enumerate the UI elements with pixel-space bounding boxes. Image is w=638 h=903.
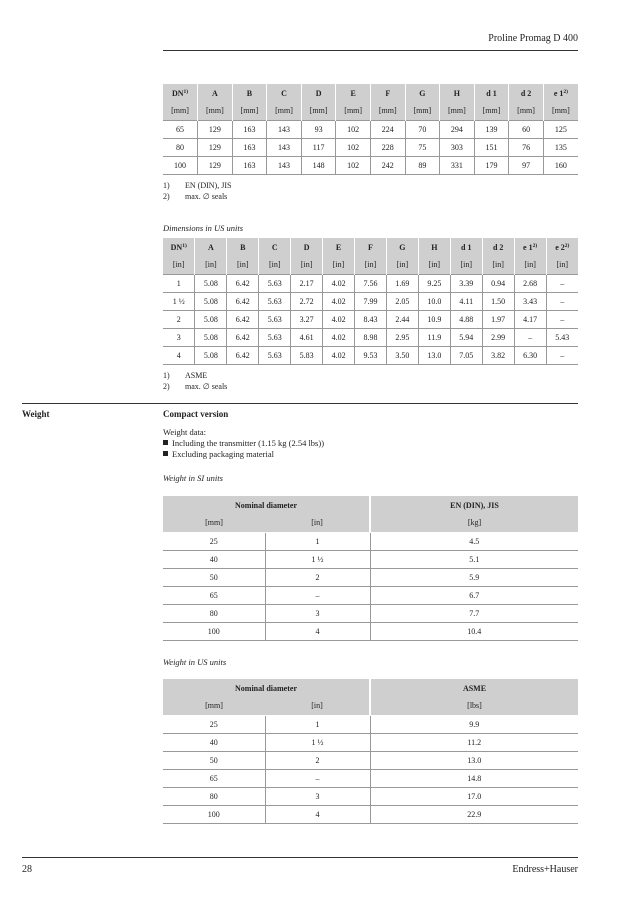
table-cell: 294 <box>440 120 475 138</box>
table-row <box>163 715 578 733</box>
table-cell: 4.02 <box>323 328 355 346</box>
table-cell: 9.25 <box>418 274 450 292</box>
table-row <box>163 751 578 769</box>
table-cell: – <box>546 274 578 292</box>
table-cell: 7.05 <box>450 346 482 364</box>
table-cell: 2 <box>163 310 195 328</box>
table-cell: 8.98 <box>355 328 387 346</box>
si_table-header-cell <box>336 84 371 102</box>
table-row <box>163 120 578 138</box>
table-cell: 89 <box>405 156 440 174</box>
si_table-header-cell <box>509 84 544 102</box>
table-cell: 2.68 <box>514 274 546 292</box>
weight-si-value-header: EN (DIN), JIS <box>370 496 578 514</box>
us_table-header-cell <box>163 238 195 256</box>
table-cell: 160 <box>543 156 578 174</box>
table-cell: 17.0 <box>370 787 578 805</box>
table-cell: 303 <box>440 138 475 156</box>
table-cell: 8.43 <box>355 310 387 328</box>
weight-unit-row <box>163 697 578 715</box>
table-cell: 22.9 <box>370 805 578 823</box>
us_table-header-label: E <box>335 242 342 252</box>
table-cell: 2.99 <box>482 328 514 346</box>
weight-section-rule <box>22 403 578 404</box>
table-cell: 1 <box>163 274 195 292</box>
us-footnote-1: 1) ASME <box>163 371 208 380</box>
si_table-unit-cell: [mm] <box>301 102 336 120</box>
table-cell: – <box>546 346 578 364</box>
table-cell: 2 <box>265 751 370 769</box>
header-rule <box>163 50 578 51</box>
si_table-unit-cell: [mm] <box>232 102 267 120</box>
table-cell: 6.42 <box>227 346 259 364</box>
table-cell: 135 <box>543 138 578 156</box>
us_table-header-cell <box>227 238 259 256</box>
table-cell: 6.42 <box>227 328 259 346</box>
table-cell: 139 <box>474 120 509 138</box>
table-cell: 9.53 <box>355 346 387 364</box>
table-cell: 129 <box>198 138 233 156</box>
table-row <box>163 733 578 751</box>
table-cell: 5.08 <box>195 292 227 310</box>
table-cell: 2.72 <box>291 292 323 310</box>
weight-unit-cell: [mm] <box>163 514 265 532</box>
table-cell: 7.7 <box>370 604 578 622</box>
table-cell: 4.02 <box>323 274 355 292</box>
table-cell: 75 <box>405 138 440 156</box>
table-cell: 14.8 <box>370 769 578 787</box>
table-cell: 40 <box>163 733 265 751</box>
table-cell: 7.99 <box>355 292 387 310</box>
us_table-header-label: d 2 <box>492 242 504 252</box>
table-cell: 6.42 <box>227 292 259 310</box>
si_table-header-label: G <box>419 88 426 98</box>
si_table-header-cell <box>198 84 233 102</box>
si_table-header-label: d 2 <box>520 88 532 98</box>
table-cell: 4.88 <box>450 310 482 328</box>
table-row <box>163 550 578 568</box>
table-cell: 100 <box>163 805 265 823</box>
table-cell: 3 <box>265 604 370 622</box>
table-cell: – <box>546 292 578 310</box>
table-cell: 102 <box>336 156 371 174</box>
table-cell: 163 <box>232 138 267 156</box>
us_table-header-label: e 2 <box>555 242 565 252</box>
si_table-header-cell <box>474 84 509 102</box>
table-cell: 11.2 <box>370 733 578 751</box>
table-cell: 148 <box>301 156 336 174</box>
table-cell: 7.56 <box>355 274 387 292</box>
table-row <box>163 310 578 328</box>
table-cell: 4.17 <box>514 310 546 328</box>
table-cell: 2.44 <box>386 310 418 328</box>
us_table-unit-cell: [in] <box>291 256 323 274</box>
us_table-header-label: G <box>399 242 406 252</box>
table-cell: 4.5 <box>370 532 578 550</box>
table-cell: 2.17 <box>291 274 323 292</box>
table-cell: 2.05 <box>386 292 418 310</box>
us_table-header-cell <box>259 238 291 256</box>
dimensions-si-table <box>163 84 578 175</box>
table-cell: 242 <box>370 156 405 174</box>
table-cell: 10.9 <box>418 310 450 328</box>
us_table-unit-cell: [in] <box>227 256 259 274</box>
si_table-header-cell <box>405 84 440 102</box>
si_table-header-cell <box>370 84 405 102</box>
table-cell: 4.02 <box>323 346 355 364</box>
table-cell: 5.08 <box>195 274 227 292</box>
table-cell: 65 <box>163 586 265 604</box>
table-cell: 4.11 <box>450 292 482 310</box>
si_table-header-label: d 1 <box>486 88 497 98</box>
table-cell: 5.08 <box>195 310 227 328</box>
us-footnote-2: 2) max. ∅ seals <box>163 382 228 391</box>
table-cell: 163 <box>232 156 267 174</box>
table-row <box>163 787 578 805</box>
us_table-header-cell <box>450 238 482 256</box>
table-cell: 5.94 <box>450 328 482 346</box>
weight-us-table <box>163 679 578 824</box>
si_table-unit-cell: [mm] <box>336 102 371 120</box>
us_table-header-label: B <box>240 242 246 252</box>
table-row <box>163 586 578 604</box>
table-cell: 13.0 <box>370 751 578 769</box>
si_table-header-label: F <box>385 88 391 98</box>
table-cell: 5.63 <box>259 292 291 310</box>
si_table-header-label: A <box>211 88 218 98</box>
weight-heading: Compact version <box>163 409 229 419</box>
table-row <box>163 622 578 640</box>
table-cell: 4.02 <box>323 292 355 310</box>
table-cell: 4.61 <box>291 328 323 346</box>
si_table-header-cell <box>301 84 336 102</box>
weight-us-caption: Weight in US units <box>163 657 227 667</box>
table-cell: 163 <box>232 120 267 138</box>
table-cell: 1.50 <box>482 292 514 310</box>
table-cell: 151 <box>474 138 509 156</box>
us_table-unit-cell: [in] <box>163 256 195 274</box>
table-row <box>163 346 578 364</box>
table-cell: 5.63 <box>259 274 291 292</box>
us_table-unit-cell: [in] <box>482 256 514 274</box>
table-cell: 224 <box>370 120 405 138</box>
table-cell: 1 <box>265 532 370 550</box>
table-cell: 3.50 <box>386 346 418 364</box>
header-product: Proline Promag D 400 <box>488 33 578 44</box>
table-cell: 5.08 <box>195 346 227 364</box>
table-cell: 5.08 <box>195 328 227 346</box>
us_table-header-label: D <box>303 242 310 252</box>
si_table-header-cell <box>543 84 578 102</box>
si_table-header-cell <box>440 84 475 102</box>
table-cell: 129 <box>198 156 233 174</box>
us_table-header-cell <box>514 238 546 256</box>
table-cell: 80 <box>163 787 265 805</box>
us_table-header-label: e 1 <box>523 242 533 252</box>
si_table-unit-cell: [mm] <box>405 102 440 120</box>
us_table-header-footnote-ref: 2) <box>564 242 570 249</box>
table-cell: 10.0 <box>418 292 450 310</box>
table-cell: 143 <box>267 156 302 174</box>
table-cell: 60 <box>509 120 544 138</box>
table-cell: 6.30 <box>514 346 546 364</box>
si_table-header-cell <box>232 84 267 102</box>
us_table-unit-cell: [in] <box>450 256 482 274</box>
weight-bullet-1: Including the transmitter (1.15 kg (2.54 lbs)) <box>163 438 324 448</box>
table-row <box>163 274 578 292</box>
table-cell: 10.4 <box>370 622 578 640</box>
table-cell: 25 <box>163 715 265 733</box>
weight-bullet-2: Excluding packaging material <box>163 449 274 459</box>
table-cell: 25 <box>163 532 265 550</box>
table-cell: 100 <box>163 622 265 640</box>
table-cell: 3 <box>163 328 195 346</box>
table-cell: – <box>546 310 578 328</box>
bullet-icon <box>163 451 168 456</box>
table-cell: 5.83 <box>291 346 323 364</box>
table-cell: 1 ½ <box>163 292 195 310</box>
table-row <box>163 805 578 823</box>
table-cell: 3.39 <box>450 274 482 292</box>
table-row <box>163 138 578 156</box>
table-cell: 4 <box>163 346 195 364</box>
table-cell: 102 <box>336 120 371 138</box>
table-cell: 76 <box>509 138 544 156</box>
si_table-unit-cell: [mm] <box>198 102 233 120</box>
table-cell: 4.02 <box>323 310 355 328</box>
us_table-header-cell <box>291 238 323 256</box>
table-cell: 1 ½ <box>265 550 370 568</box>
table-cell: 6.7 <box>370 586 578 604</box>
table-cell: – <box>265 769 370 787</box>
us_table-unit-cell: [in] <box>195 256 227 274</box>
footer-page-number: 28 <box>22 864 32 875</box>
us_table-header-label: A <box>207 242 214 252</box>
table-cell: 5.63 <box>259 346 291 364</box>
table-cell: 5.63 <box>259 310 291 328</box>
si_table-unit-cell: [mm] <box>163 102 198 120</box>
si_table-header-label: D <box>315 88 322 98</box>
table-cell: 93 <box>301 120 336 138</box>
us_table-header-label: d 1 <box>461 242 472 252</box>
weight-unit-cell: [mm] <box>163 697 265 715</box>
us_table-header-cell <box>546 238 578 256</box>
table-cell: 50 <box>163 568 265 586</box>
si_table-unit-cell: [mm] <box>267 102 302 120</box>
si_table-unit-cell: [mm] <box>509 102 544 120</box>
table-cell: 6.42 <box>227 274 259 292</box>
weight-unit-row <box>163 514 578 532</box>
us_table-unit-cell: [in] <box>386 256 418 274</box>
us-footnotes <box>163 370 227 392</box>
weight-unit-cell: [in] <box>265 514 370 532</box>
table-cell: 0.94 <box>482 274 514 292</box>
weight-si-table <box>163 496 578 641</box>
si_table-header-label: E <box>350 88 356 98</box>
us_table-unit-cell: [in] <box>546 256 578 274</box>
us_table-header-footnote-ref: 1) <box>182 242 187 249</box>
table-cell: 13.0 <box>418 346 450 364</box>
table-row <box>163 769 578 787</box>
weight-si-group-header: Nominal diameter <box>163 496 370 514</box>
si_table-header-label: C <box>281 88 287 98</box>
us_table-header-footnote-ref: 2) <box>532 242 538 249</box>
table-cell: 1.97 <box>482 310 514 328</box>
table-cell: 2.95 <box>386 328 418 346</box>
si-footnotes <box>163 180 231 202</box>
si_table-header-footnote-ref: 2) <box>563 88 568 95</box>
table-cell: 80 <box>163 138 198 156</box>
table-cell: 50 <box>163 751 265 769</box>
si_table-header-label: B <box>246 88 253 98</box>
table-cell: 143 <box>267 120 302 138</box>
table-cell: 3 <box>265 787 370 805</box>
table-cell: 4 <box>265 622 370 640</box>
table-cell: 1 ½ <box>265 733 370 751</box>
table-row <box>163 156 578 174</box>
weight-unit-cell: [lbs] <box>370 697 578 715</box>
table-cell: – <box>514 328 546 346</box>
table-cell: 5.1 <box>370 550 578 568</box>
si_table-header-label: DN <box>171 88 184 98</box>
table-row <box>163 292 578 310</box>
weight-us-value-header: ASME <box>370 679 578 697</box>
si_table-header-label: H <box>453 88 461 98</box>
weight-intro: Weight data: <box>163 427 206 437</box>
table-cell: 331 <box>440 156 475 174</box>
table-cell: 1 <box>265 715 370 733</box>
table-cell: 117 <box>301 138 336 156</box>
table-cell: 179 <box>474 156 509 174</box>
table-cell: 40 <box>163 550 265 568</box>
si-footnote-2: 2) max. ∅ seals <box>163 192 228 201</box>
table-cell: 143 <box>267 138 302 156</box>
weight-si-caption: Weight in SI units <box>163 473 223 483</box>
table-row <box>163 568 578 586</box>
table-cell: 100 <box>163 156 198 174</box>
us_table-header-label: DN <box>170 242 183 252</box>
si-footnote-1: 1) EN (DIN), JIS <box>163 181 232 190</box>
table-cell: 5.9 <box>370 568 578 586</box>
si_table-unit-cell: [mm] <box>440 102 475 120</box>
weight-unit-cell: [kg] <box>370 514 578 532</box>
us_table-unit-cell: [in] <box>514 256 546 274</box>
table-cell: 2 <box>265 568 370 586</box>
table-cell: 65 <box>163 769 265 787</box>
si_table-unit-cell: [mm] <box>543 102 578 120</box>
us_table-header-cell <box>418 238 450 256</box>
table-cell: 228 <box>370 138 405 156</box>
table-cell: 70 <box>405 120 440 138</box>
table-cell: 65 <box>163 120 198 138</box>
table-cell: 80 <box>163 604 265 622</box>
us_table-header-cell <box>355 238 387 256</box>
footer-rule <box>22 857 578 858</box>
footer-brand: Endress+Hauser <box>512 864 578 875</box>
us_table-header-cell <box>386 238 418 256</box>
si_table-header-label: e 1 <box>553 88 564 98</box>
table-row <box>163 328 578 346</box>
table-cell: 4 <box>265 805 370 823</box>
us_table-header-label: C <box>271 242 278 252</box>
table-cell: 102 <box>336 138 371 156</box>
table-cell: 5.63 <box>259 328 291 346</box>
si_table-header-cell <box>267 84 302 102</box>
table-cell: 9.9 <box>370 715 578 733</box>
us_table-unit-cell: [in] <box>323 256 355 274</box>
us_table-header-label: F <box>368 242 373 252</box>
table-cell: – <box>265 586 370 604</box>
dimensions-us-table <box>163 238 578 365</box>
us_table-header-cell <box>323 238 355 256</box>
table-cell: 3.43 <box>514 292 546 310</box>
si_table-unit-cell: [mm] <box>474 102 509 120</box>
si_table-unit-cell: [mm] <box>370 102 405 120</box>
si_table-header-footnote-ref: 1) <box>183 88 189 95</box>
table-cell: 11.9 <box>418 328 450 346</box>
us_table-unit-cell: [in] <box>418 256 450 274</box>
us-dimensions-caption: Dimensions in US units <box>163 223 244 233</box>
us_table-unit-cell: [in] <box>355 256 387 274</box>
table-cell: 3.27 <box>291 310 323 328</box>
us_table-unit-cell: [in] <box>259 256 291 274</box>
bullet-icon <box>163 440 168 445</box>
us_table-header-cell <box>195 238 227 256</box>
table-cell: 6.42 <box>227 310 259 328</box>
us_table-header-cell <box>482 238 514 256</box>
table-cell: 1.69 <box>386 274 418 292</box>
table-cell: 97 <box>509 156 544 174</box>
table-cell: 3.82 <box>482 346 514 364</box>
weight-section-label: Weight <box>22 409 50 419</box>
weight-unit-cell: [in] <box>265 697 370 715</box>
table-cell: 129 <box>198 120 233 138</box>
table-row <box>163 532 578 550</box>
weight-us-group-header: Nominal diameter <box>163 679 370 697</box>
table-cell: 5.43 <box>546 328 578 346</box>
us_table-header-label: H <box>431 242 438 252</box>
table-cell: 125 <box>543 120 578 138</box>
table-row <box>163 604 578 622</box>
si_table-header-cell <box>163 84 198 102</box>
